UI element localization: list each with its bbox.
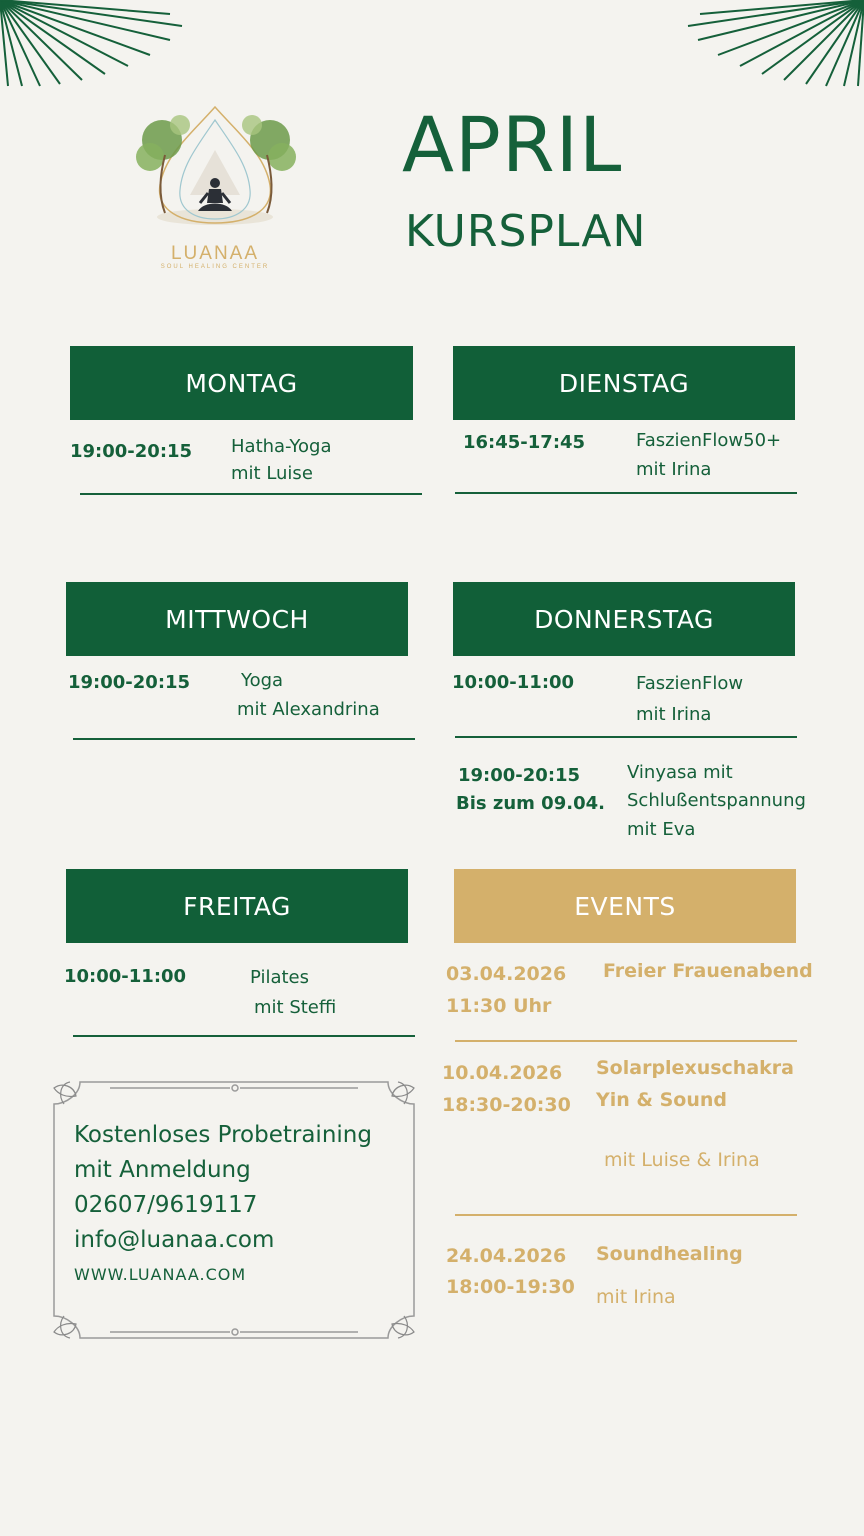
course-name-continued: Schlußentspannung bbox=[627, 790, 806, 811]
divider bbox=[455, 1214, 797, 1216]
course-time: 16:45-17:45 bbox=[463, 432, 586, 453]
sunburst-left-decoration bbox=[0, 0, 200, 90]
course-name: Yoga bbox=[241, 670, 284, 691]
website-link[interactable]: WWW.LUANAA.COM bbox=[74, 1265, 247, 1284]
course-name: Vinyasa mit bbox=[627, 762, 733, 783]
event-time: 18:00-19:30 bbox=[446, 1276, 575, 1298]
course-name: FaszienFlow50+ bbox=[636, 430, 782, 451]
day-header-tuesday: DIENSTAG bbox=[453, 346, 795, 420]
logo-name: LUANAA bbox=[170, 243, 260, 264]
course-name: Pilates bbox=[250, 967, 310, 988]
event-date: 10.04.2026 bbox=[442, 1062, 563, 1084]
events-header: EVENTS bbox=[454, 869, 796, 943]
course-time: 10:00-11:00 bbox=[452, 672, 575, 693]
course-time: 19:00-20:15 bbox=[68, 672, 191, 693]
divider bbox=[455, 1040, 797, 1042]
course-name: FaszienFlow bbox=[636, 673, 744, 694]
event-time: 18:30-20:30 bbox=[442, 1094, 571, 1116]
course-teacher: mit Irina bbox=[636, 459, 712, 480]
event-date: 03.04.2026 bbox=[446, 963, 567, 985]
course-teacher: mit Irina bbox=[636, 704, 712, 725]
page-title: APRIL bbox=[402, 100, 623, 189]
day-header-wednesday: MITTWOCH bbox=[66, 582, 408, 656]
event-date: 24.04.2026 bbox=[446, 1245, 567, 1267]
page-subtitle: KURSPLAN bbox=[405, 206, 647, 257]
event-time: 11:30 Uhr bbox=[446, 995, 552, 1017]
event-title-continued: Yin & Sound bbox=[596, 1089, 727, 1111]
course-teacher: mit Alexandrina bbox=[237, 699, 380, 720]
luanaa-logo bbox=[120, 95, 310, 295]
event-host: mit Luise & Irina bbox=[604, 1149, 760, 1171]
email-link[interactable]: info@luanaa.com bbox=[74, 1227, 275, 1253]
registration-text: mit Anmeldung bbox=[74, 1157, 251, 1183]
day-header-thursday: DONNERSTAG bbox=[453, 582, 795, 656]
course-teacher: mit Steffi bbox=[254, 997, 337, 1018]
divider bbox=[455, 492, 797, 494]
sunburst-right-decoration bbox=[680, 0, 864, 90]
event-title: Solarplexuschakra bbox=[596, 1057, 794, 1079]
meditation-figure-icon bbox=[120, 95, 310, 240]
divider bbox=[73, 738, 415, 740]
course-teacher: mit Luise bbox=[231, 463, 313, 484]
contact-info bbox=[74, 1118, 372, 1258]
course-note: Bis zum 09.04. bbox=[456, 793, 605, 814]
divider bbox=[80, 493, 422, 495]
phone-number[interactable]: 02607/9619117 bbox=[74, 1192, 258, 1218]
divider bbox=[73, 1035, 415, 1037]
day-header-monday: MONTAG bbox=[70, 346, 413, 420]
course-time: 10:00-11:00 bbox=[64, 966, 187, 987]
divider bbox=[455, 736, 797, 738]
probetraining-text: Kostenloses Probetraining bbox=[74, 1122, 372, 1148]
course-time: 19:00-20:15 bbox=[458, 765, 581, 786]
event-title: Soundhealing bbox=[596, 1243, 743, 1265]
event-title: Freier Frauenabend bbox=[603, 960, 813, 982]
course-time: 19:00-20:15 bbox=[70, 441, 193, 462]
event-host: mit Irina bbox=[596, 1286, 676, 1308]
logo-tagline: SOUL HEALING CENTER bbox=[160, 264, 270, 270]
course-name: Hatha-Yoga bbox=[231, 436, 332, 457]
day-header-friday: FREITAG bbox=[66, 869, 408, 943]
course-teacher: mit Eva bbox=[627, 819, 696, 840]
